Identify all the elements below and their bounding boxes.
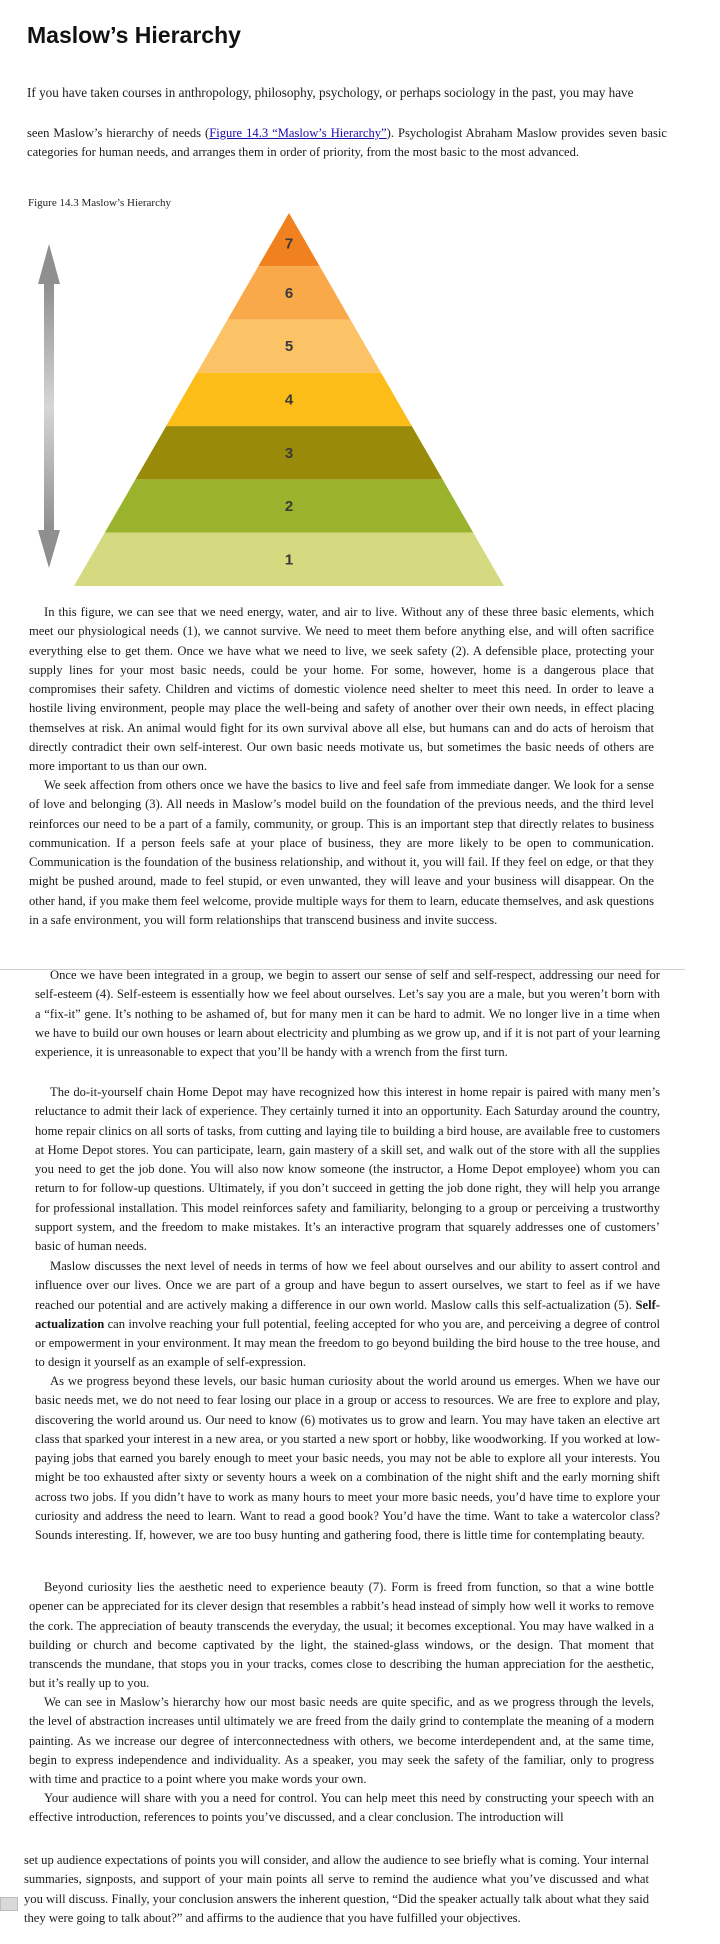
paragraph-4 <box>35 1083 660 1257</box>
pyramid-level-label-4: 4 <box>284 391 294 409</box>
paragraph-6-text: As we progress beyond these levels, our basic human curiosity about the world around us emerges. When we have our basic needs met, we do not need to fear losing our place in a group or access to resources. We are free to explore and play, discovering the world around us. Our need to know (6) motivates us to grow and learn. You may have taken an elective art class that sparked your interest in a new area, or you started a new sport or hobby, like woodworking. If you worked at low-paying jobs that earned you barely enough to meet your basic needs, you may not be able to explore all your interests. You might be too exhausted after sixty or seventy hours a week on a combination of the night shift and the early morning shift across two jobs. If you didn’t have to work as many hours to meet your more basic needs, you’d have time to explore your curiosity and address the need to learn. Want to read a good book? You’d have the time. Want to take a watercolor class? Sounds interesting. If, however, we are too busy hunting and gathering food, there is little time for contemplating beauty. <box>35 1374 660 1543</box>
pyramid-level-label-3: 3 <box>284 444 294 462</box>
figure-link[interactable]: Figure 14.3 “Maslow’s Hierarchy” <box>209 126 387 140</box>
paragraph-10-text: set up audience expectations of points you will consider, and allow the audience to see briefly what is coming. Your internal summaries, signposts, and support of your main points all serve to remind the audience what you’ve discussed and what you will discuss. Finally, your conclusion answers the inherent question, “Did the speaker actually talk about what they said they were going to talk about?” and affirms to the audience that you have fulfilled your objectives. <box>24 1853 649 1925</box>
self-actualization-term: Self-actualization <box>35 1297 660 1331</box>
scale-arrow-icon <box>38 244 60 568</box>
figure-caption: Figure 14.3 Maslow’s Hierarchy <box>28 197 171 209</box>
pyramid-level-label-1: 1 <box>284 551 294 569</box>
page-title: Maslow’s Hierarchy <box>27 22 241 48</box>
paragraph-5-text-after: can involve reaching your full potential, feeling accepted for who you are, and perceiving a degree of control or empowerment in your environment. It may mean the freedom to go beyond building the bird house to the tree house, and to design it yourself as an example of self-expression. <box>35 1316 660 1370</box>
paragraph-1-text: In this figure, we can see that we need energy, water, and air to live. Without any of these three basic elements, which meet our physiological needs (1), we cannot survive. We need to meet them before anything else, and will often sacrifice everything else to get them. Once we have what we need to live, we seek safety (2). A defensible place, protecting your supply lines for your most basic needs, could be your home. For some, however, home is a dangerous place that compromises their safety. Children and victims of domestic violence need shelter to meet this need. In order to leave a hostile living environment, people may place the well-being and safety of another over their own needs, in effect placing themselves at risk. An animal would fight for its own survival above all else, but humans can and do acts of heroism that directly contradict their own self-interest. Our own basic needs motivate us, but sometimes the basic needs of others are more important to us than our own. <box>29 605 654 774</box>
pyramid-level-label-6: 6 <box>284 284 294 302</box>
paragraph-7 <box>29 1578 654 1694</box>
paragraph-8 <box>29 1693 654 1789</box>
page-corner-icon <box>0 1897 18 1911</box>
paragraph-2 <box>29 776 654 930</box>
paragraph-9 <box>29 1789 654 1828</box>
paragraph-2-text: We seek affection from others once we have the basics to live and feel safe from immediate danger. We look for a sense of love and belonging (3). All needs in Maslow’s model build on the foundation of the previous needs, and the third level reinforces our need to be a part of a family, community, or group. This is an important step that directly relates to business communication. If a person feels safe at your place of business, they are more likely to be open to communication. Communication is the foundation of the business relationship, and without it, you will fail. If they feel on edge, or that they might be pushed around, made to feel stupid, or even unwanted, they will leave and your business will disappear. On the other hand, if you make them feel welcome, provide multiple ways for them to learn, educate themselves, and ask questions in a safe environment, you will form relationships that transcend business and invite success. <box>29 778 654 928</box>
maslow-pyramid-figure <box>0 0 720 600</box>
paragraph-9-text: Your audience will share with you a need for control. You can help meet this need by constructing your speech with an effective introduction, references to points you’ve discussed, and a clear conclusion. The introduction will <box>29 1791 654 1825</box>
paragraph-1 <box>29 603 654 777</box>
paragraph-3-text: Once we have been integrated in a group, we begin to assert our sense of self and self-respect, addressing our need for self-esteem (4). Self-esteem is essentially how we feel about ourselves. Let’s say you are a male, but you weren’t born with a “fix-it” gene. It’s nothing to be ashamed of, but for many men it can be hard to admit. We no longer live in a time when we have to build our own houses or learn about electricity and plumbing as we grow up, and if it is not part of your learning experience, it is unreasonable to expect that you’ll be handy with a wrench from the first turn. <box>35 968 660 1060</box>
paragraph-3 <box>35 966 660 1062</box>
pyramid-level-label-7: 7 <box>284 235 294 253</box>
intro-text-after-link: ). Psychologist Abraham Maslow provides seven basic categories for human needs, and arranges them in order of priority, from the most basic to the most advanced. <box>27 126 667 160</box>
paragraph-10 <box>24 1851 649 1928</box>
pyramid-level-label-5: 5 <box>284 338 294 356</box>
pyramid-level-label-2: 2 <box>284 498 294 516</box>
intro-text-before-link: seen Maslow’s hierarchy of needs ( <box>27 126 210 140</box>
paragraph-5-text: Maslow discusses the next level of needs in terms of how we feel about ourselves and our ability to assert control and influence over our lives. Once we are part of a group and have begun to assert ourselves, we start to feel as if we have reached our potential and are actively making a difference in our own world. Maslow calls this self-actualization (5). <box>35 1259 660 1312</box>
paragraph-6 <box>35 1372 660 1546</box>
paragraph-8-text: We can see in Maslow’s hierarchy how our most basic needs are quite specific, and as we progress through the levels, the level of abstraction increases until ultimately we are freed from the daily grind to contemplate the meaning of a modern painting. As we increase our degree of interconnectedness with others, we become interdependent and, at the same time, begin to express independence and individuality. As a speaker, you may seek the safety of the familiar, only to progress with time and practice to a point where you make words your own. <box>29 1695 654 1787</box>
paragraph-7-text: Beyond curiosity lies the aesthetic need to experience beauty (7). Form is freed from function, so that a wine bottle opener can be appreciated for its clever design that resembles a rabbit’s head instead of simply how well it works to remove the cork. The appreciation of beauty transcends the everyday, the usual; it becomes exceptional. You may have walked in a building or church and become captivated by the light, the stained-glass windows, or the design. That moment that transcends the mundane, that stops you in your tracks, comes close to describing the human appreciation for the aesthetic, but it’s really up to you. <box>29 1580 654 1691</box>
paragraph-5 <box>35 1257 660 1373</box>
paragraph-4-text: The do-it-yourself chain Home Depot may have recognized how this interest in home repair is paired with many men’s reluctance to admit their lack of experience. They certainly turned it into an opportunity. Each Saturday around the country, home repair clinics on all sorts of tasks, from cutting and laying tile to building a bird house, are available free to customers at Home Depot stores. You can participate, learn, gain mastery of a skill set, and walk out of the store with all the supplies you need to get the job done. You will also now know someone (the instructor, a Home Depot employee) whom you can return to for follow-up questions. Ultimately, if you don’t succeed in getting the job done right, they will help you arrange for professional installation. This model reinforces safety and familiarity, belonging to a group or perceiving a trustworthy support system, and the freedom to make mistakes. It’s an interactive program that squarely addresses one of customers’ basic of human needs. <box>35 1085 660 1254</box>
intro-line1: If you have taken courses in anthropology, philosophy, psychology, or perhaps sociology in the past, you may have <box>27 85 634 100</box>
